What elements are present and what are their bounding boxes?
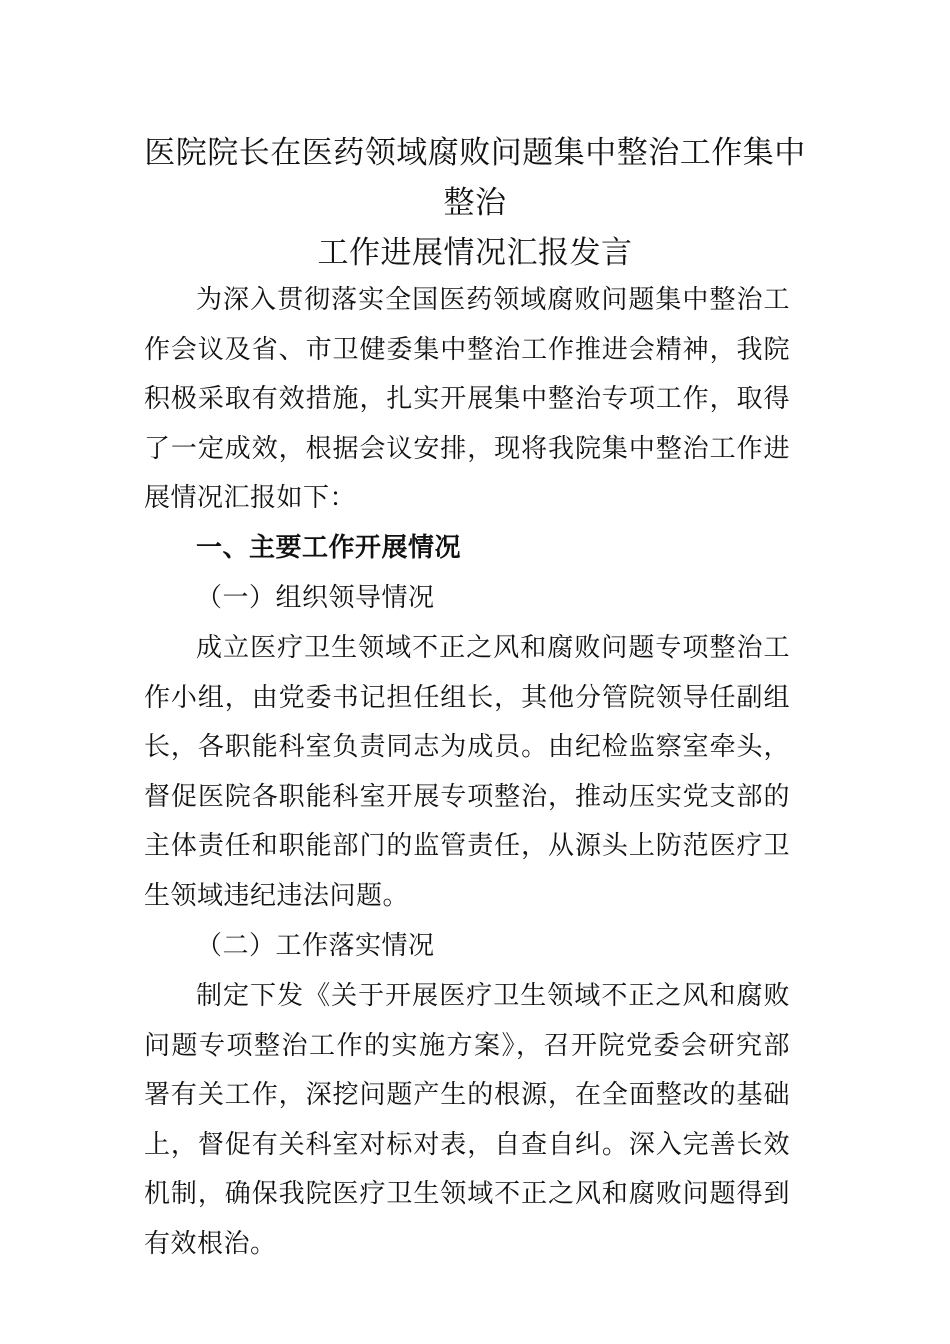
section-1-heading: 一、主要工作开展情况 [196,533,462,563]
title-line-2: 工作进展情况汇报发言 [317,235,633,271]
subsection-2-paragraph: 制定下发《关于开展医疗卫生领域不正之风和腐败问题专项整治工作的实施方案》，召开院党委会研究部署有关工作，深挖问题产生的根源，在全面整改的基础上，督促有关科室对标对表，自查自纠。深入完善长效机制，确保我院医疗卫生领域不正之风和腐败问题得到有效根治。 [144,981,790,1259]
title-line-1: 医院院长在医药领域腐败问题集中整治工作集中整治 [144,135,806,221]
subsection-1-paragraph: 成立医疗卫生领域不正之风和腐败问题专项整治工作小组，由党委书记担任组长，其他分管院领导任副组长，各职能科室负责同志为成员。由纪检监察室牵头，督促医院各职能科室开展专项整治，推动压实党支部的主体责任和职能部门的监管责任，从源头上防范医疗卫生领域违纪违法问题。 [144,633,790,911]
subsection-1-heading: （一）组织领导情况 [196,583,435,613]
document-title [140,128,810,278]
intro-paragraph: 为深入贯彻落实全国医药领域腐败问题集中整治工作会议及省、市卫健委集中整治工作推进会精神，我院积极采取有效措施，扎实开展集中整治专项工作，取得了一定成效，根据会议安排，现将我院集中整治工作进展情况汇报如下： [144,285,790,514]
subsection-2-heading: （二）工作落实情况 [196,931,435,961]
